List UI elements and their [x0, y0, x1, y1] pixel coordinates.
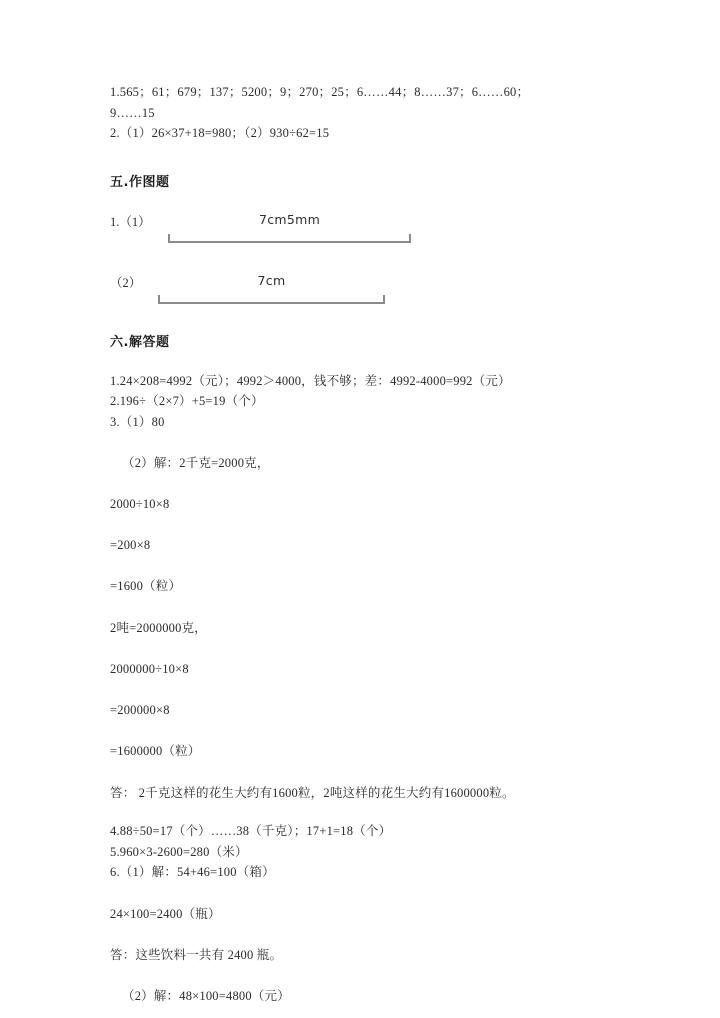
segment-line [158, 295, 385, 304]
segment-endcap-right [383, 295, 385, 304]
work-line: （2）解：2千克=2000克， [122, 456, 270, 470]
work-line: =200×8 [110, 538, 151, 552]
section-heading-drawing: 五.作图题 [110, 174, 170, 190]
segment-diagram [168, 212, 411, 243]
work-block-peanuts [110, 453, 610, 761]
work-line: =200000×8 [110, 703, 170, 717]
answer-line: 1.24×208=4992（元）；4992＞4000，钱不够；差：4992-4000=992（元） [110, 373, 511, 388]
answer-line: 6.（1）解：54+46=100（箱） [110, 865, 275, 879]
answer-line: 1.565；61；679；137；5200；9；270；25；6……44；8……37；6……60； [110, 85, 530, 99]
work-line: 2吨=2000000克， [110, 621, 207, 635]
work-line: 24×100=2400（瓶） [110, 906, 221, 921]
answer-statement: 答：这些饮料一共有 2400 瓶。 [110, 947, 283, 962]
drawing-item-2 [110, 273, 610, 304]
answer-line: 9……15 [110, 105, 155, 120]
segment-bar [168, 241, 411, 243]
work-line: （2）解：48×100=4800（元） [122, 988, 290, 1003]
drawing-item-1 [110, 212, 610, 243]
document-body [110, 82, 610, 1006]
answer-line: 3.（1）80 [110, 414, 165, 429]
segment-endcap-left [158, 295, 160, 304]
work-line: =1600（粒） [110, 579, 182, 593]
work-line: =1600000（粒） [110, 744, 201, 758]
segment-endcap-left [168, 234, 170, 243]
answer-line: 2.（1）26×37+18=980；（2）930÷62=15 [110, 126, 330, 140]
answer-line: 5.960×3-2600=280（米） [110, 844, 248, 859]
drawing-label: 1.（1） [110, 214, 151, 229]
section-heading-solutions: 六.解答题 [110, 334, 170, 350]
work-line: 2000000÷10×8 [110, 662, 189, 676]
solution-answers-group-1 [110, 371, 610, 433]
drawing-label: （2） [110, 275, 142, 290]
segment-diagram [158, 273, 385, 304]
segment-endcap-right [409, 234, 411, 243]
segment-caption: 7cm5mm [258, 211, 321, 227]
answer-line: 2.196÷（2×7）+5=19（个） [110, 394, 264, 408]
work-line: 2000÷10×8 [110, 497, 170, 511]
preamble-answers [110, 82, 610, 144]
segment-line [168, 234, 411, 243]
answer-statement: 答： 2千克这样的花生大约有1600粒，2吨这样的花生大约有1600000粒。 [110, 786, 515, 800]
segment-caption: 7cm [257, 272, 286, 288]
answer-line: 4.88÷50=17（个）……38（千克）；17+1=18（个） [110, 824, 392, 838]
segment-bar [158, 302, 385, 304]
solution-answers-group-2 [110, 821, 610, 883]
